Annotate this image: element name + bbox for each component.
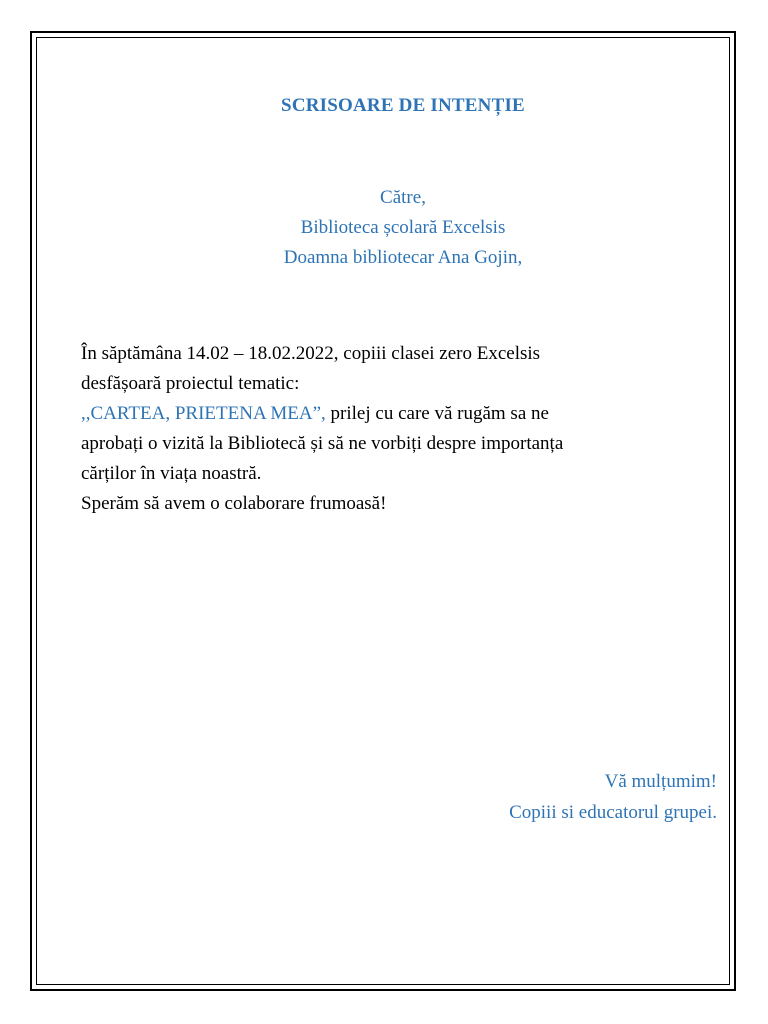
body-line-2: desfășoară proiectul tematic:: [81, 373, 300, 394]
body-line-3: [81, 399, 701, 429]
body-line-6: Sperăm să avem o colaborare frumoasă!: [81, 493, 387, 514]
project-title: ,,CARTEA, PRIETENA MEA”,: [81, 403, 326, 424]
body-line-4: aprobați o vizită la Bibliotecă și să ne vorbiți despre importanța: [81, 433, 564, 454]
addressee-block: [0, 183, 768, 273]
closing-thanks: Vă mulțumim!: [604, 771, 717, 792]
addressee-line-librarian: Doamna bibliotecar Ana Gojin,: [283, 247, 523, 268]
letter-body: [81, 339, 701, 519]
closing-block: [509, 766, 717, 828]
letter-title: SCRISOARE DE INTENȚIE: [281, 95, 525, 116]
closing-signature: Copiii si educatorul grupei.: [509, 802, 717, 823]
addressee-line-library: Biblioteca școlară Excelsis: [300, 217, 506, 238]
addressee-line-catre: Către,: [380, 187, 426, 208]
body-line-1: În săptămâna 14.02 – 18.02.2022, copiii clasei zero Excelsis: [81, 343, 541, 364]
body-line-3-rest: prilej cu care vă rugăm sa ne: [325, 403, 549, 424]
body-line-5: cărților în viața noastră.: [81, 463, 262, 484]
